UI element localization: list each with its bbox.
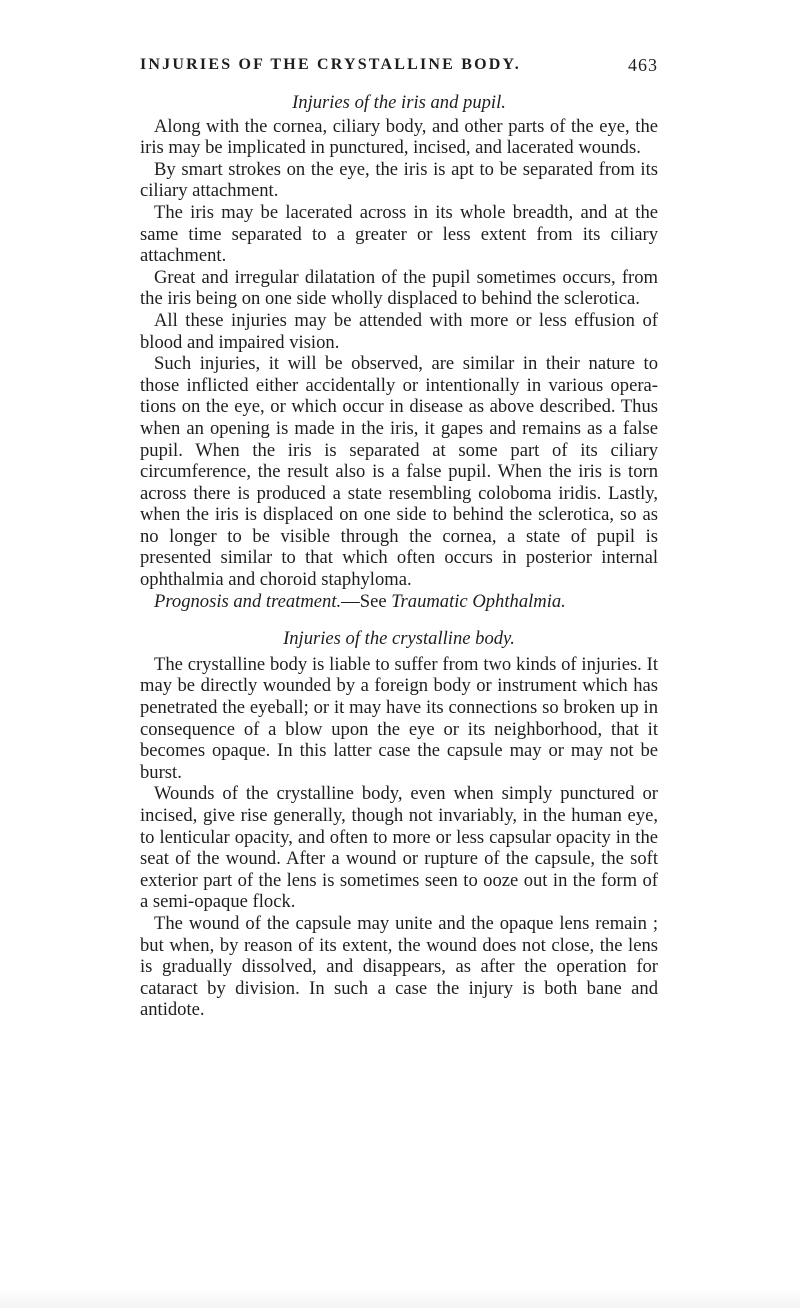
section-heading-crystalline: Injuries of the crystalline body. bbox=[283, 628, 515, 650]
prognosis-label: Prognosis and treatment. bbox=[154, 590, 342, 612]
body-text bbox=[140, 92, 658, 1021]
paragraph: Great and irregular dilatation of the pupil sometimes occurs, from the iris being on one side wholly displaced to behind the sclerotica. bbox=[140, 266, 658, 310]
paragraph: The wound of the capsule may unite and the opaque lens remain ; but when, by reason of its extent, the wound does not close, the lens is gradually dissolved, and disappears, as after the operation for cataract by division. In such a case the injury is both bane and antidote. bbox=[140, 912, 658, 1021]
section-heading-iris: Injuries of the iris and pupil. bbox=[292, 92, 506, 113]
prognosis-text: —See bbox=[341, 590, 392, 612]
page-number: 463 bbox=[628, 55, 658, 75]
running-head bbox=[140, 56, 658, 78]
paragraph: Wounds of the crystalline body, even when simply punctured or incised, give rise generally, though not invariably, in the human eye, to lenticular opacity, and often to more or less capsular opacity in the seat of the wound. After a wound or rupture of the capsule, the soft exterior part of the lens is sometimes seen to ooze out in the form of a semi-opaque flock. bbox=[140, 783, 658, 913]
paragraph: The crystalline body is liable to suffer from two kinds of injuries. It may be directly wounded by a foreign body or instrument which has penetrated the eyeball; or it may have its connections so broken up in consequence of a blow upon the eye or its neighborhood, that it becomes opaque. In this latter case the capsule may or may not be burst. bbox=[140, 653, 658, 783]
paragraph: Along with the cornea, ciliary body, and other parts of the eye, the iris may be implicated in punctured, incised, and lacerated wounds. bbox=[140, 115, 658, 159]
paragraph: The iris may be lacerated across in its whole breadth, and at the same time separated to a greater or less extent from its ciliary attachment. bbox=[140, 201, 658, 267]
prognosis-paragraph bbox=[140, 591, 658, 613]
running-title: INJURIES OF THE CRYSTALLINE BODY. bbox=[140, 56, 522, 73]
page-bottom-edge bbox=[0, 1288, 800, 1308]
paragraph: Such injuries, it will be observed, are similar in their nature to those inflicted either accidentally or intentionally in various operations on the eye, or which occur in disease as above described. Thus when an opening is made in the iris, it gapes and remains as a false pupil. When the iris is separated at some part of its ciliary circumference, the result also is a false pupil. When the iris is torn across there is produced a state resembling coloboma iridis. Lastly, when the iris is displaced on one side to behind the sclerotica, so as no longer to be visible through the cornea, a state of pupil is presented similar to that which often occurs in posterior internal ophthalmia and choroid staphyloma. bbox=[140, 353, 658, 591]
prognosis-reference: Traumatic Ophthalmia. bbox=[391, 590, 566, 612]
paragraph: All these injuries may be attended with more or less effusion of blood and impaired vision. bbox=[140, 309, 658, 353]
paragraph: By smart strokes on the eye, the iris is apt to be separated from its ciliary attachment. bbox=[140, 158, 658, 202]
